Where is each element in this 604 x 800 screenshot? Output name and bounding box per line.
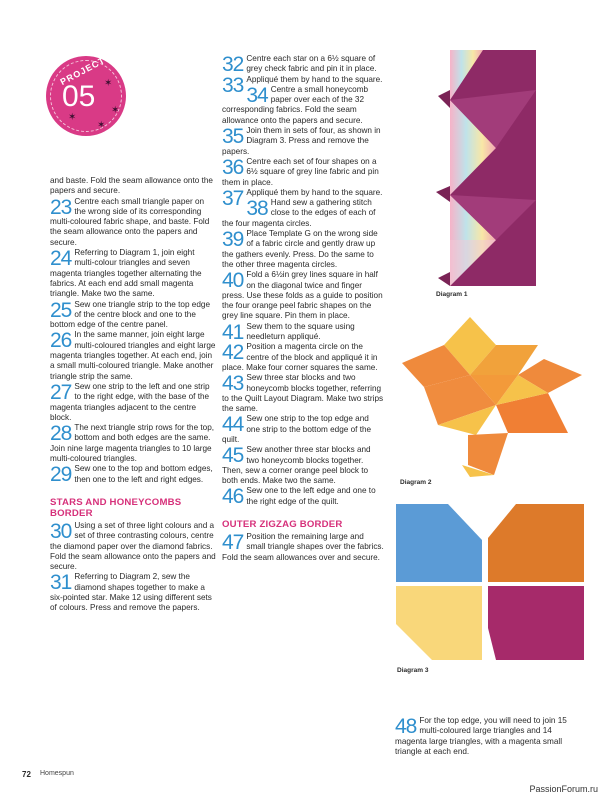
- step-number: 33: [222, 73, 244, 97]
- step-number: 46: [222, 485, 244, 509]
- step-number: 30: [50, 519, 72, 543]
- step-text: Sew three star blocks and two honeycomb blocks together, referring to the Quilt Layout Diagram. Make two strips the same.: [222, 373, 384, 414]
- diagram-1: [428, 50, 536, 290]
- step-text: Appliqué them by hand to the square.: [246, 187, 383, 197]
- step-text: Sew one to the top and bottom edges, then one to the left and right edges.: [74, 464, 213, 484]
- step-23: [50, 197, 216, 248]
- step-text: Centre each set of four shapes on a 6½ square of grey line fabric and pin them in place.: [222, 156, 379, 187]
- step-number: 45: [222, 444, 244, 468]
- step-number: 34: [246, 83, 268, 107]
- diagram-3: [396, 504, 586, 662]
- step-number: 48: [395, 715, 417, 738]
- steps-list: [50, 521, 216, 614]
- step-text: Sew one to the left edge and one to the right edge of the quilt.: [246, 486, 376, 506]
- diagram-2: [398, 315, 582, 477]
- step-26: [50, 330, 216, 381]
- step-27: [50, 382, 216, 423]
- steps-list: [50, 197, 216, 485]
- step-text: Centre a small honeycomb paper over each of the 32 corresponding fabrics. Fold the seam allowance onto the papers and secure.: [222, 84, 369, 125]
- tab: [436, 186, 450, 202]
- step-text: Fold a 6½in grey lines square in half on the diagonal twice and finger press. Use these folds as a guide to position the four orange peel fabric shapes on the grey line square. Pin them in place.: [222, 270, 383, 321]
- magazine-name: Homespun: [40, 770, 74, 777]
- step-text: Position a magenta circle on the centre of the block and appliqué it in place. Make four corner squares the same.: [222, 342, 378, 372]
- step-number: 29: [50, 463, 72, 487]
- step-text: Sew another three star blocks and two honeycomb blocks together. Then, sew a corner orange peel block to both ends. Make two the same.: [222, 445, 371, 486]
- step-text: Join them in sets of four, as shown in Diagram 3. Press and remove the papers.: [222, 126, 381, 156]
- step-28: [50, 423, 216, 464]
- step-31: [50, 572, 216, 613]
- step-number: 23: [50, 195, 72, 219]
- sparkle-icon: ✶: [68, 112, 77, 123]
- plum-honeycomb: [488, 586, 584, 660]
- step-number: 38: [246, 197, 268, 221]
- step-24: [50, 248, 216, 299]
- step-number: 28: [50, 422, 72, 446]
- step-47: [222, 532, 384, 563]
- step-text: Centre each star on a 6½ square of grey check fabric and pin it in place.: [246, 54, 377, 74]
- step-44: [222, 414, 384, 445]
- section-heading: STARS AND HONEYCOMBS BORDER: [50, 496, 182, 519]
- step-number: 24: [50, 247, 72, 271]
- section-heading: OUTER ZIGZAG BORDER: [222, 519, 343, 531]
- column-1: [50, 176, 216, 614]
- step-text: Sew one triangle strip to the top edge of the centre block and one to the bottom edge of the centre panel.: [50, 299, 210, 330]
- column-3: [395, 716, 585, 757]
- step-text: In the same manner, join eight large multi-coloured triangles and eight large magenta triangles together. At each end, join a small multi-coloured triangle. Make another triangle strip the same.: [50, 330, 216, 381]
- step-text: Position the remaining large and small triangle shapes over the fabrics. Fold the seam allowances over and secure.: [222, 532, 384, 562]
- badge-word: PROJECT: [58, 54, 107, 88]
- step-30: [50, 521, 216, 572]
- steps-list: [222, 54, 384, 507]
- step-number: 35: [222, 125, 244, 149]
- sparkle-icon: ✶: [97, 120, 106, 131]
- step-text: Using a set of three light colours and a set of three contrasting colours, centre the diamond paper over the diamond fabrics. Fold the seam allowance onto the papers and secure.: [50, 520, 216, 572]
- step-text: Referring to Diagram 1, join eight multi-colour triangles and seven magenta triangles together alternating the fabrics. At each end add small magenta triangle. Make two the same.: [50, 248, 202, 299]
- step-text: The next triangle strip rows for the top, bottom and both edges are the same. Join nine large magenta triangles to 10 large multi-coloured triangles.: [50, 423, 215, 464]
- step-25: [50, 300, 216, 331]
- orange-diamond: [468, 433, 508, 475]
- step-number: 40: [222, 269, 244, 293]
- step-text: Centre each small triangle paper on the wrong side of its corresponding multi-coloured fabric shape, and baste. Fold the seam allowance onto the papers and secure.: [50, 196, 210, 247]
- sparkle-icon: ✶: [111, 105, 120, 116]
- tab: [438, 90, 450, 108]
- column-2: [222, 54, 384, 563]
- diagram-2-label: Diagram 2: [400, 479, 432, 486]
- sparkle-icon: ✶: [104, 78, 113, 89]
- step-number: 47: [222, 531, 244, 555]
- diagram-3-label: Diagram 3: [397, 667, 429, 674]
- step-number: 26: [50, 329, 72, 353]
- step-38: [222, 198, 384, 229]
- step-number: 43: [222, 372, 244, 396]
- badge-number: 05: [62, 80, 96, 113]
- step-number: 42: [222, 341, 244, 365]
- page-number: 72: [22, 770, 31, 779]
- step-number: 41: [222, 320, 244, 344]
- step-number: 31: [50, 571, 72, 595]
- step-34: [222, 85, 384, 126]
- copper-honeycomb: [488, 504, 584, 582]
- step-number: 27: [50, 380, 72, 404]
- step-text: Sew them to the square using needleturn appliqué.: [246, 321, 355, 342]
- diagram-1-label: Diagram 1: [436, 291, 468, 298]
- step-number: 44: [222, 413, 244, 437]
- step-42: [222, 342, 384, 373]
- blue-honeycomb: [396, 504, 482, 582]
- step-29: [50, 464, 216, 485]
- cream-honeycomb: [396, 586, 482, 660]
- step-40: [222, 270, 384, 321]
- step-32: [222, 54, 384, 75]
- step-48: [395, 716, 585, 757]
- step-text: Appliqué them by hand to the square.: [246, 74, 383, 84]
- step-35: [222, 126, 384, 157]
- step-text: Place Template G on the wrong side of a fabric circle and gently draw up the gathers evenly. Press. Do the same to the other three magenta circles.: [222, 229, 378, 269]
- step-45: [222, 445, 384, 486]
- watermark: PassionForum.ru: [529, 784, 598, 794]
- step-text: Sew one strip to the top edge and one strip to the bottom edge of the quilt.: [222, 414, 372, 444]
- step-number: 32: [222, 53, 244, 76]
- step-number: 25: [50, 298, 72, 322]
- step-text: Sew one strip to the left and one strip to the right edge, with the base of the magenta triangles adjacent to the centre block.: [50, 381, 210, 422]
- step-36: [222, 157, 384, 188]
- step-text: Hand sew a gathering stitch close to the edges of each of the four magenta circles.: [222, 198, 376, 228]
- step-text: For the top edge, you will need to join 15 multi-coloured large triangles and 14 magenta large triangles, with a magenta small triangle at each end.: [395, 716, 567, 756]
- step-43: [222, 373, 384, 414]
- step-41: [222, 322, 384, 343]
- steps-list: [222, 532, 384, 563]
- step-text: Referring to Diagram 2, sew the diamond shapes together to make a six-pointed star. Make 12 using different sets of colours. Press and remove the papers.: [50, 572, 212, 613]
- step-46: [222, 486, 384, 507]
- step-number: 39: [222, 228, 244, 252]
- step-39: [222, 229, 384, 270]
- step-number: 36: [222, 155, 244, 179]
- tab: [438, 272, 450, 286]
- step-number: 37: [222, 186, 244, 210]
- steps-list: [395, 716, 585, 757]
- intro-text: and baste. Fold the seam allowance onto the papers and secure.: [50, 176, 213, 196]
